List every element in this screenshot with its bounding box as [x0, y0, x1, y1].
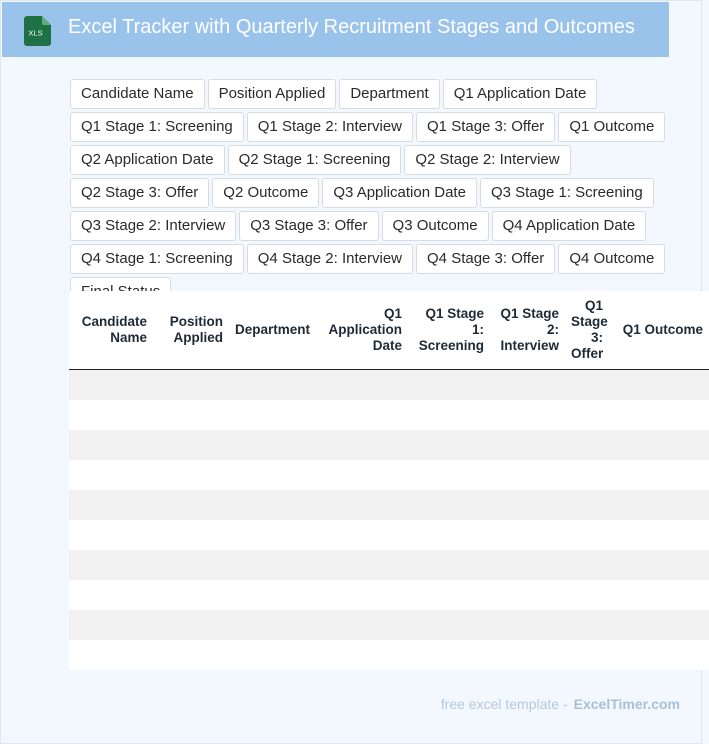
table-cell[interactable] — [408, 610, 490, 640]
column-header[interactable]: Department — [229, 291, 316, 370]
svg-text:XLS: XLS — [28, 28, 43, 38]
table-cell[interactable] — [565, 580, 609, 610]
table-cell[interactable] — [153, 520, 229, 550]
table-cell[interactable] — [565, 430, 609, 460]
column-chip[interactable]: Q2 Stage 2: Interview — [404, 145, 570, 175]
table-cell[interactable] — [408, 490, 490, 520]
table-cell[interactable] — [490, 640, 565, 670]
table-cell[interactable] — [316, 430, 408, 460]
table-cell[interactable] — [609, 370, 709, 401]
table-cell[interactable] — [609, 640, 709, 670]
table-cell[interactable] — [153, 550, 229, 580]
table-cell[interactable] — [408, 430, 490, 460]
table-cell[interactable] — [609, 400, 709, 430]
table-cell[interactable] — [490, 580, 565, 610]
table-body — [69, 370, 709, 671]
table-row — [69, 640, 709, 670]
column-chip[interactable]: Q4 Stage 1: Screening — [70, 244, 244, 274]
table-cell[interactable] — [153, 430, 229, 460]
table-header-row — [69, 291, 709, 370]
table-cell[interactable] — [565, 460, 609, 490]
table-cell[interactable] — [316, 640, 408, 670]
table-cell[interactable] — [408, 370, 490, 401]
footer-brand-link[interactable]: ExcelTimer.com — [573, 696, 680, 712]
table-cell[interactable] — [229, 550, 316, 580]
table-cell[interactable] — [69, 400, 153, 430]
column-chip[interactable]: Position Applied — [208, 79, 337, 109]
column-chip-list — [69, 78, 699, 309]
table-cell[interactable] — [316, 580, 408, 610]
table-cell[interactable] — [69, 520, 153, 550]
table-row — [69, 400, 709, 430]
footer-text: free excel template - — [440, 696, 568, 712]
column-chip[interactable]: Q3 Outcome — [382, 211, 489, 241]
table-row — [69, 520, 709, 550]
column-chip[interactable]: Q3 Stage 2: Interview — [70, 211, 236, 241]
table-cell[interactable] — [565, 640, 609, 670]
tracker-table — [69, 291, 709, 670]
table-cell[interactable] — [408, 640, 490, 670]
column-chip[interactable]: Candidate Name — [70, 79, 205, 109]
title-banner — [2, 2, 669, 57]
excel-file-icon — [23, 16, 51, 46]
table-row — [69, 490, 709, 520]
table-row — [69, 550, 709, 580]
table-cell[interactable] — [69, 490, 153, 520]
table-cell[interactable] — [408, 520, 490, 550]
table-cell[interactable] — [609, 460, 709, 490]
table-cell[interactable] — [408, 580, 490, 610]
table-cell[interactable] — [153, 640, 229, 670]
table-cell[interactable] — [490, 550, 565, 580]
table-cell[interactable] — [490, 400, 565, 430]
table-cell[interactable] — [565, 550, 609, 580]
column-chip[interactable]: Q4 Application Date — [492, 211, 647, 241]
table-cell[interactable] — [316, 610, 408, 640]
column-chip[interactable]: Q1 Outcome — [558, 112, 665, 142]
table-cell[interactable] — [316, 490, 408, 520]
column-chip[interactable]: Q3 Application Date — [322, 178, 477, 208]
table-cell[interactable] — [609, 580, 709, 610]
table-row — [69, 430, 709, 460]
column-header[interactable]: Candidate Name — [69, 291, 153, 370]
column-chip[interactable]: Q4 Stage 2: Interview — [247, 244, 413, 274]
table-row — [69, 370, 709, 401]
table-cell[interactable] — [609, 490, 709, 520]
table-cell[interactable] — [490, 370, 565, 401]
table-cell[interactable] — [490, 520, 565, 550]
column-header[interactable]: Q1 Stage 3: Offer — [565, 291, 609, 370]
table-cell[interactable] — [316, 400, 408, 430]
table-cell[interactable] — [153, 400, 229, 430]
column-chip[interactable]: Q2 Application Date — [70, 145, 225, 175]
table-cell[interactable] — [69, 370, 153, 401]
column-header[interactable]: Q1 Application Date — [316, 291, 408, 370]
table-cell[interactable] — [316, 460, 408, 490]
table-cell[interactable] — [69, 550, 153, 580]
column-chip[interactable]: Q1 Stage 2: Interview — [247, 112, 413, 142]
footer-credit — [441, 696, 680, 712]
table-cell[interactable] — [153, 490, 229, 520]
table-cell[interactable] — [565, 400, 609, 430]
column-chip[interactable]: Q3 Stage 3: Offer — [239, 211, 378, 241]
table-cell[interactable] — [229, 430, 316, 460]
tracker-table-container[interactable] — [69, 291, 703, 670]
table-row — [69, 580, 709, 610]
table-cell[interactable] — [408, 400, 490, 430]
page-title: Excel Tracker with Quarterly Recruitment Stages and Outcomes — [68, 16, 635, 38]
table-cell[interactable] — [229, 610, 316, 640]
column-header[interactable]: Position Applied — [153, 291, 229, 370]
column-header[interactable]: Q1 Stage 2: Interview — [490, 291, 565, 370]
column-chip[interactable]: Q2 Stage 3: Offer — [70, 178, 209, 208]
table-cell[interactable] — [69, 610, 153, 640]
table-cell[interactable] — [609, 520, 709, 550]
table-cell[interactable] — [316, 520, 408, 550]
table-cell[interactable] — [229, 370, 316, 401]
table-row — [69, 460, 709, 490]
column-chip[interactable]: Department — [339, 79, 439, 109]
table-cell[interactable] — [153, 580, 229, 610]
table-cell[interactable] — [490, 490, 565, 520]
table-cell[interactable] — [69, 580, 153, 610]
table-cell[interactable] — [609, 430, 709, 460]
column-chip[interactable]: Q2 Outcome — [212, 178, 319, 208]
column-chip[interactable]: Q2 Stage 1: Screening — [228, 145, 402, 175]
table-cell[interactable] — [490, 610, 565, 640]
table-cell[interactable] — [69, 460, 153, 490]
column-chip[interactable]: Q4 Outcome — [558, 244, 665, 274]
column-chip[interactable]: Q1 Application Date — [443, 79, 598, 109]
table-cell[interactable] — [565, 520, 609, 550]
table-cell[interactable] — [229, 520, 316, 550]
table-cell[interactable] — [153, 370, 229, 401]
table-cell[interactable] — [69, 640, 153, 670]
column-chip[interactable]: Q1 Stage 1: Screening — [70, 112, 244, 142]
table-cell[interactable] — [565, 610, 609, 640]
table-cell[interactable] — [490, 430, 565, 460]
column-chip[interactable]: Q3 Stage 1: Screening — [480, 178, 654, 208]
table-cell[interactable] — [565, 370, 609, 401]
table-cell[interactable] — [229, 460, 316, 490]
table-cell[interactable] — [565, 490, 609, 520]
table-cell[interactable] — [408, 550, 490, 580]
table-cell[interactable] — [229, 400, 316, 430]
column-chip[interactable]: Q4 Stage 3: Offer — [416, 244, 555, 274]
table-cell[interactable] — [609, 610, 709, 640]
table-cell[interactable] — [490, 460, 565, 490]
table-cell[interactable] — [316, 370, 408, 401]
table-cell[interactable] — [229, 580, 316, 610]
table-cell[interactable] — [316, 550, 408, 580]
table-cell[interactable] — [229, 490, 316, 520]
table-cell[interactable] — [69, 430, 153, 460]
table-cell[interactable] — [153, 460, 229, 490]
column-header[interactable]: Q1 Stage 1: Screening — [408, 291, 490, 370]
table-cell[interactable] — [153, 610, 229, 640]
column-chip[interactable]: Q1 Stage 3: Offer — [416, 112, 555, 142]
table-row — [69, 610, 709, 640]
table-cell[interactable] — [609, 550, 709, 580]
column-header[interactable]: Q1 Outcome — [609, 291, 709, 370]
table-cell[interactable] — [408, 460, 490, 490]
table-cell[interactable] — [229, 640, 316, 670]
